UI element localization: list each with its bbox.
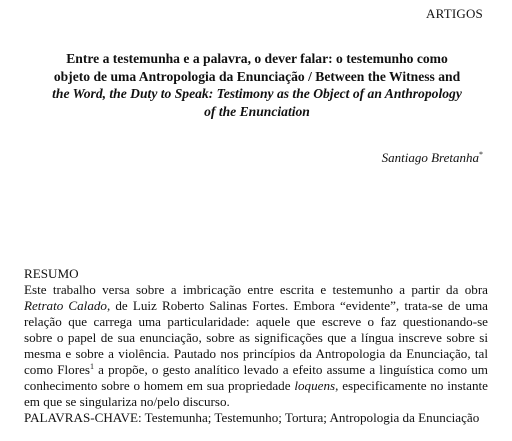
term-loquens: loquens <box>294 378 336 393</box>
abstract-heading: RESUMO <box>24 266 79 281</box>
title-line-3: the Word, the Duty to Speak: Testimony as the Object of an Anthropology <box>52 86 462 101</box>
title-line-4: of the Enunciation <box>204 103 310 119</box>
article-title <box>24 50 490 120</box>
title-line-2: objeto de uma Antropologia da Enunciação / Between the Witness and <box>53 68 461 84</box>
work-title: Retrato Calado <box>24 298 107 313</box>
title-line-1: Entre a testemunha e a palavra, o dever falar: o testemunho como <box>66 51 448 66</box>
abstract <box>24 266 488 426</box>
author-footnote-mark: * <box>479 150 483 159</box>
author-name: Santiago Bretanha <box>381 150 479 165</box>
author-byline <box>382 150 483 166</box>
footnote-ref: 1 <box>89 362 94 371</box>
keywords-label: PALAVRAS-CHAVE: <box>24 410 142 425</box>
keywords-list: Testemunha; Testemunho; Tortura; Antropologia da Enunciação <box>141 410 480 425</box>
abstract-body: Este trabalho versa sobre a imbricação entre escrita e testemunho a partir da obra Retrato Calado, de Luiz Roberto Salinas Fortes. Embora “evidente”, trata-se de uma relação que carrega uma particularidade: aquele que escreve o faz questionando-se sobre o papel de sua enunciação, sobre as significações que a língua inscreve sobre si mesma e sobre a violência. Pautado nos princípios da Antropologia da Enunciação, tal como Flores$^1$ a propõe, o gesto analítico levado a efeito assume a linguística como um conhecimento sobre o homem em sua propriedade loquens, especificamente no instante em que se singulariza no/pelo discurso. <box>24 282 488 409</box>
section-label: ARTIGOS <box>426 6 483 21</box>
keywords <box>24 410 488 426</box>
